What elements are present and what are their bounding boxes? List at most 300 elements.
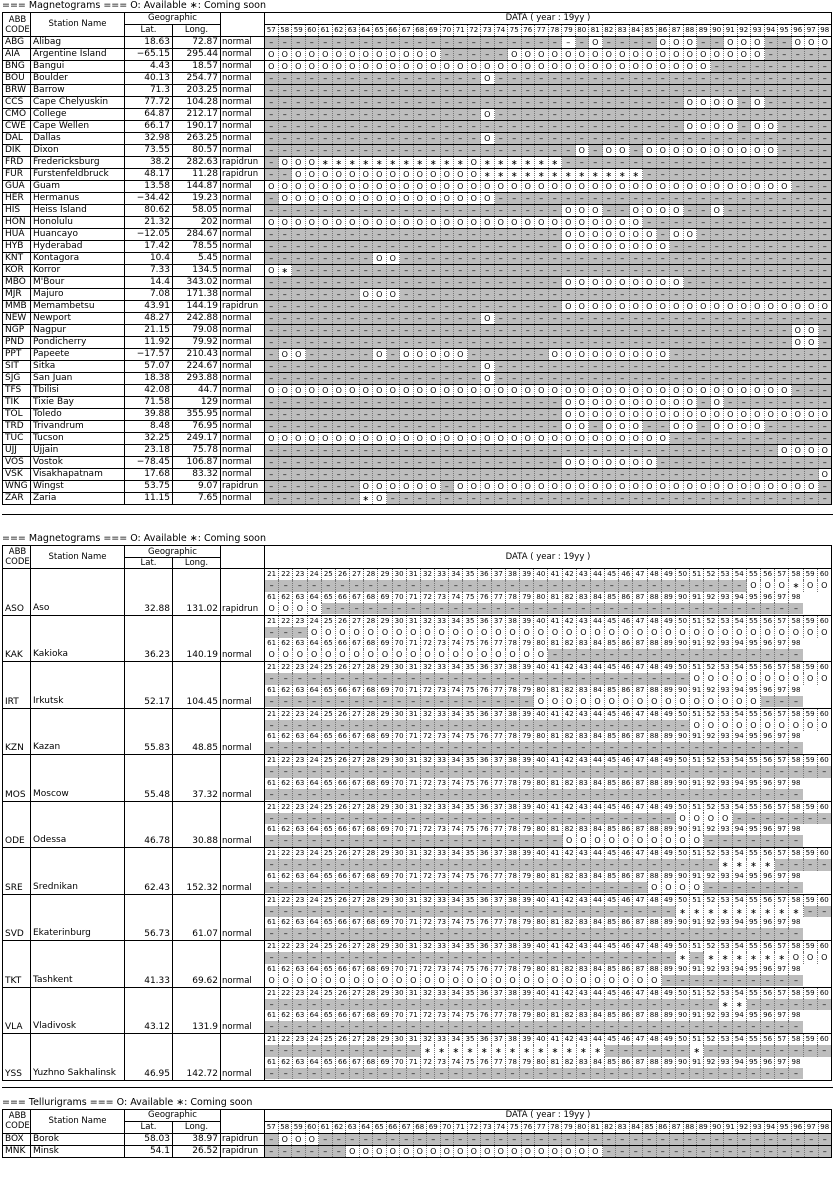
data-cell: – — [535, 1134, 549, 1145]
data-cell: – — [364, 673, 378, 684]
data-cell: O — [393, 627, 407, 638]
data-cell: – — [506, 766, 520, 777]
data-cell: – — [576, 361, 590, 372]
data-cell: O — [576, 241, 590, 252]
data-cell: – — [265, 789, 279, 800]
data-cell: – — [576, 373, 590, 384]
data-cell: O — [535, 1146, 549, 1157]
data-cell: – — [495, 109, 509, 120]
data-cell: – — [589, 289, 603, 300]
data-cell: – — [506, 1068, 520, 1079]
data-cell: O — [619, 975, 633, 986]
data-cell: – — [454, 277, 468, 288]
data-cell: O — [522, 433, 536, 444]
year-strip — [265, 25, 831, 36]
data-cell: – — [441, 73, 455, 84]
data-cell: ∗ — [733, 859, 747, 870]
year-label: 44 — [591, 848, 605, 859]
data-cell: – — [704, 603, 718, 614]
data-cell: O — [548, 696, 562, 707]
data-cell: – — [733, 1068, 747, 1079]
year-label: 37 — [492, 848, 506, 859]
year-label: 76 — [478, 824, 492, 835]
year-strip-a — [265, 755, 831, 766]
year-label: 44 — [591, 895, 605, 906]
station-code: KZN — [3, 708, 31, 755]
row-b-cells — [265, 696, 803, 707]
data-cell: O — [630, 397, 644, 408]
data-cell: – — [350, 1045, 364, 1056]
data-cell: – — [562, 133, 576, 144]
data-cell: – — [279, 445, 293, 456]
data-cell: – — [346, 73, 360, 84]
year-label: 56 — [761, 895, 775, 906]
data-cell: O — [778, 409, 792, 420]
data-cell: – — [577, 580, 591, 591]
year-label: 67 — [350, 964, 364, 975]
year-label: 56 — [761, 988, 775, 999]
year-label: 86 — [657, 25, 671, 36]
year-label: 74 — [495, 25, 509, 36]
data-cell: – — [449, 906, 463, 917]
year-label: 43 — [577, 941, 591, 952]
data-cell: – — [407, 603, 421, 614]
longitude: 131.9 — [173, 987, 221, 1034]
data-cell: – — [360, 457, 374, 468]
data-cell: – — [648, 649, 662, 660]
year-label: 55 — [747, 755, 761, 766]
data-cell: – — [589, 445, 603, 456]
data-cell: – — [805, 289, 819, 300]
data-cell: ∗ — [400, 157, 414, 168]
year-label: 30 — [393, 616, 407, 627]
year-label: 74 — [449, 685, 463, 696]
data-cell: – — [378, 696, 392, 707]
data-cell: – — [400, 301, 414, 312]
year-label: 79 — [520, 824, 534, 835]
data-cell: – — [346, 481, 360, 492]
data-cell: – — [279, 720, 293, 731]
data-cell: – — [292, 241, 306, 252]
year-label: 75 — [463, 871, 477, 882]
data-cell: O — [292, 49, 306, 60]
data-cell: – — [393, 835, 407, 846]
data-cell: – — [449, 603, 463, 614]
data-cell: – — [697, 37, 711, 48]
year-label: 24 — [308, 662, 322, 673]
year-label: 25 — [322, 1034, 336, 1045]
cell-line-a — [265, 673, 831, 684]
data-cell: – — [414, 133, 428, 144]
data-cell: – — [765, 421, 779, 432]
data-cell: – — [400, 1134, 414, 1145]
year-label: 24 — [308, 569, 322, 580]
data-cell: – — [495, 409, 509, 420]
data-cell: – — [454, 493, 468, 504]
year-label: 79 — [562, 25, 576, 36]
data-cell: – — [534, 835, 548, 846]
data-cell: – — [549, 229, 563, 240]
year-label: 53 — [719, 895, 733, 906]
year-label: 96 — [761, 731, 775, 742]
data-cell: O — [805, 481, 819, 492]
data-cell: – — [378, 906, 392, 917]
data-cell: – — [508, 277, 522, 288]
data-cell: – — [761, 1068, 775, 1079]
data-cell: – — [292, 73, 306, 84]
recording-type: normal — [221, 181, 265, 193]
table-row — [3, 1145, 832, 1157]
year-label: 78 — [506, 778, 520, 789]
year-label: 86 — [619, 685, 633, 696]
data-cell: – — [549, 361, 563, 372]
data-cell: O — [360, 49, 374, 60]
station-code: TRD — [3, 421, 31, 433]
code-header: ABB CODE — [3, 546, 31, 569]
data-cell: – — [619, 1045, 633, 1056]
year-label: 28 — [364, 662, 378, 673]
year-label: 48 — [648, 941, 662, 952]
year-label: 21 — [265, 662, 279, 673]
data-cell: – — [778, 133, 792, 144]
data-cell: O — [265, 265, 279, 276]
year-label: 64 — [360, 25, 374, 36]
data-cell: – — [333, 325, 347, 336]
data-cell: O — [738, 481, 752, 492]
data-cell: – — [414, 109, 428, 120]
data-cell: – — [775, 1021, 789, 1032]
year-label: 33 — [435, 569, 449, 580]
data-cell: – — [468, 277, 482, 288]
data-cell: – — [684, 433, 698, 444]
data-cell: ∗ — [747, 906, 761, 917]
section-divider — [2, 1087, 833, 1088]
data-cell: – — [387, 361, 401, 372]
data-cell: O — [605, 627, 619, 638]
data-cell: – — [468, 397, 482, 408]
data-cell: O — [336, 975, 350, 986]
data-cell: O — [819, 301, 832, 312]
data-cell: O — [778, 301, 792, 312]
year-label: 79 — [520, 778, 534, 789]
year-label: 48 — [648, 802, 662, 813]
year-label: 62 — [279, 917, 293, 928]
data-cell: – — [676, 649, 690, 660]
station-code: SIT — [3, 361, 31, 373]
data-cell: – — [414, 145, 428, 156]
data-cell: O — [549, 433, 563, 444]
data-cell: – — [421, 742, 435, 753]
data-cell: – — [792, 121, 806, 132]
data-cell: – — [563, 1021, 577, 1032]
data-cell: – — [643, 133, 657, 144]
year-label: 56 — [761, 941, 775, 952]
data-cell: – — [481, 289, 495, 300]
year-label: 65 — [322, 964, 336, 975]
data-cell: – — [733, 603, 747, 614]
year-label: 32 — [421, 569, 435, 580]
longitude: 202 — [173, 217, 221, 229]
data-cell: – — [819, 325, 832, 336]
data-cell: – — [441, 445, 455, 456]
year-line-b — [265, 871, 831, 882]
data-cell: – — [818, 999, 831, 1010]
data-cell: – — [364, 999, 378, 1010]
data-cell: – — [657, 121, 671, 132]
year-label: 92 — [704, 964, 718, 975]
data-cell: – — [697, 277, 711, 288]
data-cell: O — [292, 61, 306, 72]
station-code: MNK — [3, 1145, 31, 1157]
year-label: 79 — [520, 592, 534, 603]
data-cell: – — [435, 906, 449, 917]
year-label: 48 — [648, 569, 662, 580]
data-cell: – — [619, 906, 633, 917]
data-cell: – — [630, 109, 644, 120]
data-cell: – — [346, 301, 360, 312]
data-cell: O — [657, 61, 671, 72]
data-cell: – — [492, 1068, 506, 1079]
year-label: 98 — [791, 918, 801, 927]
year-label: 93 — [719, 685, 733, 696]
data-cell: – — [643, 97, 657, 108]
data-cell: – — [508, 325, 522, 336]
data-block — [265, 616, 831, 661]
data-cell: – — [535, 469, 549, 480]
data-cell: – — [520, 766, 534, 777]
year-label: 41 — [548, 662, 562, 673]
row-cells — [265, 289, 831, 300]
station-code: ASO — [3, 569, 31, 616]
data-cell: ∗ — [562, 169, 576, 180]
data-cell: – — [670, 493, 684, 504]
longitude: 106.87 — [173, 457, 221, 469]
year-label: 26 — [336, 569, 350, 580]
data-cell: – — [633, 928, 647, 939]
recording-type: normal — [221, 121, 265, 133]
data-cell: O — [481, 373, 495, 384]
year-label: 60 — [819, 849, 829, 857]
data-cell: – — [293, 766, 307, 777]
data-cell: – — [676, 1021, 690, 1032]
data-cell: O — [589, 409, 603, 420]
row-b-cells — [265, 882, 803, 893]
table-row — [3, 145, 832, 157]
data-cell: – — [454, 337, 468, 348]
data-cell: – — [704, 975, 718, 986]
data-cell: O — [427, 1146, 441, 1157]
data-cell: – — [778, 289, 792, 300]
data-cell: – — [589, 157, 603, 168]
data-cell: – — [522, 445, 536, 456]
data-cell: – — [319, 301, 333, 312]
year-label: 75 — [463, 685, 477, 696]
data-cell: – — [657, 337, 671, 348]
data-cell: – — [818, 906, 831, 917]
data-cell: – — [633, 720, 647, 731]
year-label: 69 — [378, 685, 392, 696]
data-availability — [265, 169, 832, 181]
data-cell: O — [711, 481, 725, 492]
data-cell: – — [387, 1134, 401, 1145]
data-cell: O — [576, 385, 590, 396]
data-cell: – — [589, 373, 603, 384]
data-cell: O — [279, 181, 293, 192]
year-label: 50 — [676, 848, 690, 859]
recording-type: normal — [221, 397, 265, 409]
data-cell: – — [670, 469, 684, 480]
year-label: 75 — [508, 25, 522, 36]
year-label: 52 — [704, 848, 718, 859]
row-cells — [265, 301, 831, 312]
data-availability — [265, 229, 832, 241]
data-cell: O — [373, 385, 387, 396]
year-label: 33 — [435, 802, 449, 813]
data-cell: – — [724, 253, 738, 264]
data-cell: – — [520, 835, 534, 846]
data-cell: – — [492, 906, 506, 917]
year-label: 79 — [520, 685, 534, 696]
year-label: 95 — [747, 778, 761, 789]
data-cell: ∗ — [506, 1045, 520, 1056]
data-cell: – — [360, 445, 374, 456]
row-cells — [265, 169, 831, 180]
data-cell: – — [577, 673, 591, 684]
data-cell: O — [292, 385, 306, 396]
year-label: 93 — [719, 1010, 733, 1021]
year-label: 94 — [733, 778, 747, 789]
data-cell: – — [805, 421, 819, 432]
data-cell: – — [643, 109, 657, 120]
data-cell: – — [535, 205, 549, 216]
data-cell: O — [427, 385, 441, 396]
data-cell: – — [819, 385, 832, 396]
data-cell: – — [616, 469, 630, 480]
latitude: 57.07 — [125, 361, 173, 373]
year-label: 79 — [520, 917, 534, 928]
data-cell: – — [549, 373, 563, 384]
year-strip-a — [265, 802, 831, 813]
data-cell: – — [670, 361, 684, 372]
data-cell: – — [724, 361, 738, 372]
data-cell: O — [481, 361, 495, 372]
data-cell: – — [619, 649, 633, 660]
data-cell: – — [435, 813, 449, 824]
year-label: 61 — [265, 1057, 279, 1068]
data-cell: – — [414, 373, 428, 384]
data-cell: – — [400, 409, 414, 420]
data-cell: O — [400, 193, 414, 204]
data-cell: – — [373, 1134, 387, 1145]
year-label: 32 — [421, 1034, 435, 1045]
recording-type: normal — [221, 217, 265, 229]
data-cell: – — [292, 361, 306, 372]
data-cell: – — [435, 928, 449, 939]
year-label: 53 — [719, 662, 733, 673]
recording-type: normal — [221, 662, 265, 709]
data-cell: – — [619, 603, 633, 614]
data-cell: – — [308, 673, 322, 684]
year-label: 60 — [819, 616, 829, 625]
year-label: 54 — [733, 662, 747, 673]
data-cell: O — [387, 169, 401, 180]
year-label: 84 — [591, 824, 605, 835]
year-label: 61 — [265, 917, 279, 928]
year-label: 28 — [364, 988, 378, 999]
data-cell: O — [468, 385, 482, 396]
data-cell: O — [481, 61, 495, 72]
data-cell: O — [435, 975, 449, 986]
year-label: 93 — [719, 638, 733, 649]
year-label: 25 — [322, 802, 336, 813]
data-cell: – — [704, 882, 718, 893]
data-cell: – — [333, 97, 347, 108]
table-row — [3, 1034, 832, 1081]
data-cell: O — [603, 421, 617, 432]
year-label: 37 — [492, 941, 506, 952]
data-cell: O — [549, 349, 563, 360]
data-cell: ∗ — [535, 169, 549, 180]
year-label: 87 — [670, 25, 684, 36]
data-cell: – — [662, 742, 676, 753]
data-cell: – — [292, 277, 306, 288]
data-cell: – — [427, 337, 441, 348]
data-cell: – — [805, 361, 819, 372]
data-cell: – — [778, 37, 792, 48]
year-label: 69 — [378, 778, 392, 789]
year-label: 59 — [804, 755, 818, 766]
data-cell: – — [522, 349, 536, 360]
year-label: 33 — [435, 988, 449, 999]
station-code: ODE — [3, 801, 31, 848]
year-label: 57 — [775, 848, 789, 859]
year-label: 94 — [733, 917, 747, 928]
data-cell: – — [619, 952, 633, 963]
data-cell: – — [387, 73, 401, 84]
data-cell: O — [775, 627, 789, 638]
data-cell: – — [577, 720, 591, 731]
data-cell: – — [577, 859, 591, 870]
year-label: 31 — [407, 755, 421, 766]
data-cell: – — [778, 85, 792, 96]
data-cell: – — [319, 229, 333, 240]
year-label: 42 — [563, 895, 577, 906]
latitude: 48.17 — [125, 169, 173, 181]
table-row — [3, 193, 832, 205]
year-label: 88 — [648, 1010, 662, 1021]
year-label: 38 — [506, 1034, 520, 1045]
data-cell: – — [724, 61, 738, 72]
data-cell: – — [508, 469, 522, 480]
year-label: 44 — [591, 569, 605, 580]
data-cell: O — [657, 49, 671, 60]
longitude: 263.25 — [173, 133, 221, 145]
data-cell: – — [373, 457, 387, 468]
data-cell: – — [364, 882, 378, 893]
year-label: 62 — [279, 592, 293, 603]
data-cell: – — [306, 409, 320, 420]
data-cell: – — [563, 649, 577, 660]
data-cell: O — [308, 649, 322, 660]
data-cell: – — [643, 469, 657, 480]
data-cell: O — [414, 169, 428, 180]
year-label: 34 — [449, 616, 463, 627]
data-cell: – — [684, 193, 698, 204]
data-cell: – — [548, 603, 562, 614]
latitude: 17.42 — [125, 241, 173, 253]
year-label: 34 — [449, 1034, 463, 1045]
data-cell: – — [414, 469, 428, 480]
